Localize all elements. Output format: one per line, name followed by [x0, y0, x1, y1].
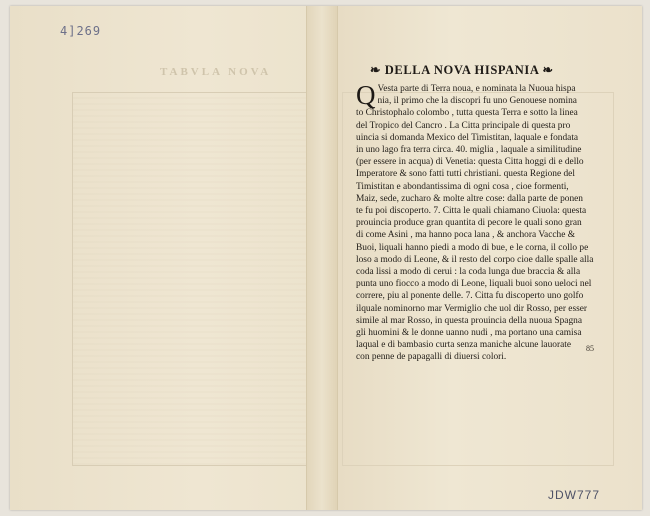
- text-line: Imperatore & sono fatti tutti christiani. questa Regione del: [356, 169, 575, 180]
- page-heading: ❧ DELLA NOVA HISPANIA ❧: [370, 63, 554, 77]
- page-number: 85: [586, 344, 594, 353]
- text-line: del Tropico del Cancro . La Citta principale di questa pro: [356, 120, 571, 131]
- center-fold: [306, 6, 338, 510]
- text-line: gli huomini & le donne uanno nudi , ma portano una camisa: [356, 328, 582, 339]
- text-line: Vesta parte di Terra noua, e nominata la Nuoua hispa: [377, 84, 576, 94]
- text-line: Buoi, liquali hanno piedi a modo di bue, e le corna, il collo pe: [356, 242, 589, 253]
- text-line: in uno lago fra terra circa. 40. miglia , laquale a similitudine: [356, 145, 582, 156]
- map-title-show-through: TABVLA NOVA: [160, 66, 272, 78]
- text-line: uincia si domanda Mexico del Timistitan, laquale e fondata: [356, 132, 579, 143]
- map-show-through-frame: [72, 92, 310, 466]
- text-line: Timistitan e abondantissima di ogni cosa , cioe formenti,: [356, 181, 569, 192]
- text-line: coda lissi a modo di cerui : la coda lunga due braccia & alla: [356, 267, 581, 278]
- drop-cap: Q: [356, 80, 376, 110]
- text-line: con penne de papagalli di diuersi colori.: [356, 352, 507, 363]
- text-line: simile al mar Rosso, in questa prouincia della nuoua Spagna: [356, 315, 582, 326]
- text-line: punta uno fiocco a modo di Leone, liquali buoi sono ueloci nel: [356, 279, 592, 290]
- text-line: Maiz, sede, zucharo & molte altre cose: dalla parte de ponen: [356, 193, 583, 204]
- text-line: to Christophalo colombo , tutta questa Terra e sotto la linea: [356, 108, 578, 119]
- text-line: di come Asini , ma hanno poca lana , & anchora Vacche &: [356, 230, 576, 241]
- text-line: (per essere in acqua) di Venetia: questa Citta hoggi di e dello: [356, 157, 584, 168]
- text-line: te fu poi discoperto. 7. Citta le quali chiamano Ciuola: questa: [356, 206, 587, 217]
- text-line: laqual e di bambasio curta senza maniche alcune lauorate: [356, 340, 572, 351]
- stock-code: JDW777: [548, 488, 601, 502]
- inventory-number: 4]269: [60, 24, 102, 38]
- text-line: loso a modo di Leone, & il resto del corpo cioe dalle spalle alla: [356, 254, 594, 265]
- text-line: prouincia produce gran quantita di pecore le quali sono gran: [356, 218, 582, 229]
- text-line: ilquale nominorno mar Vermiglio che uol dir Rosso, per esser: [356, 303, 588, 314]
- body-text: [356, 80, 614, 364]
- text-line: correre, piu al ponente delle. 7. Citta fu discoperto uno golfo: [356, 291, 584, 302]
- text-line: nia, il primo che la discopri fu uno Genouese nomina: [377, 96, 577, 107]
